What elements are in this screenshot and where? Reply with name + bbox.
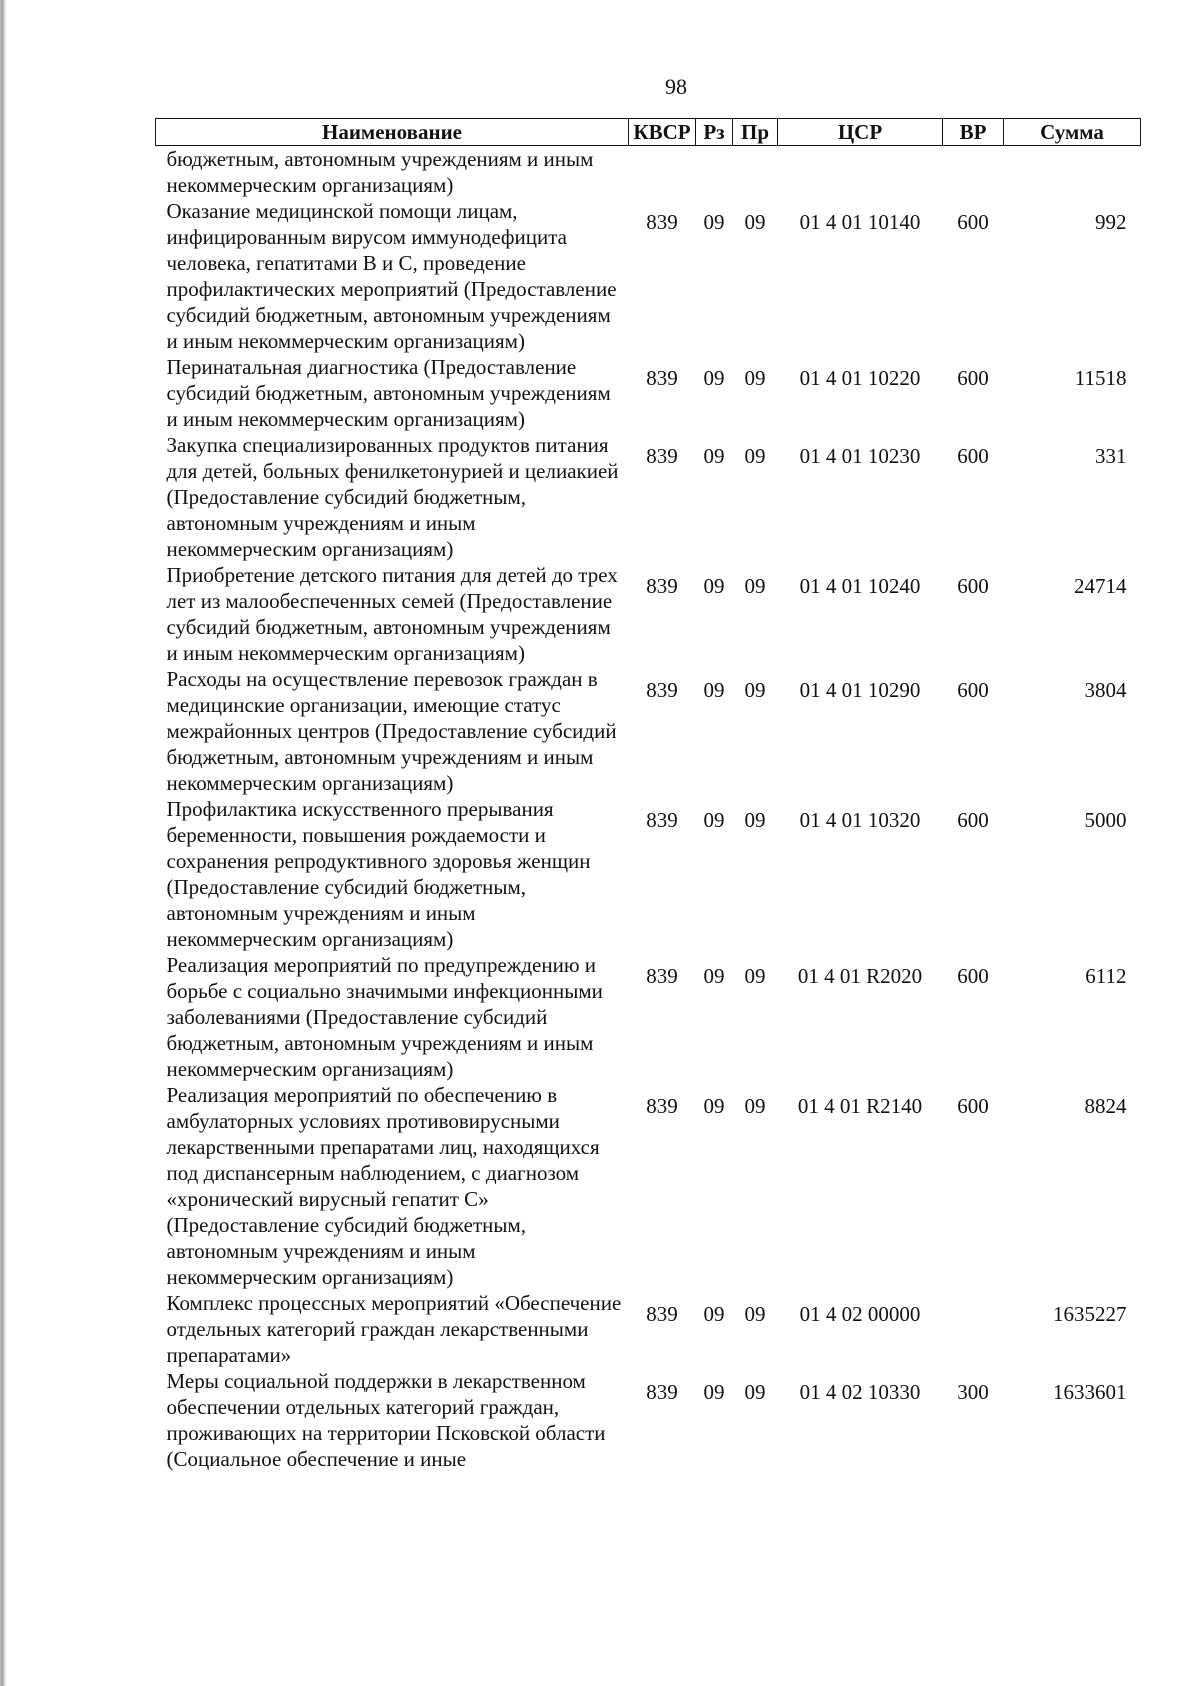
cell-pr: 09 — [744, 210, 766, 234]
header-name: Наименование — [156, 119, 629, 146]
cell-sum: 3804 — [1084, 678, 1127, 702]
cell-rz: 09 — [703, 210, 725, 234]
cell-csr: 01 4 01 10320 — [799, 808, 921, 832]
cell-vr: 600 — [957, 210, 989, 234]
cell-pr: 09 — [744, 808, 766, 832]
cell-pr: 09 — [744, 574, 766, 598]
cell-pr: 09 — [744, 1302, 766, 1326]
cell-csr: 01 4 01 10290 — [799, 678, 921, 702]
cell-kvsr: 839 — [646, 964, 678, 988]
cell-csr: 01 4 02 00000 — [799, 1302, 921, 1326]
cell-sum: 24714 — [1074, 574, 1127, 598]
cell-csr: 01 4 01 10220 — [799, 366, 921, 390]
header-csr: ЦСР — [778, 119, 943, 146]
cell-rz: 09 — [703, 1302, 725, 1326]
cell-sum: 992 — [1095, 210, 1127, 234]
cell-pr: 09 — [744, 678, 766, 702]
cell-sum — [1004, 146, 1141, 199]
cell-name: Комплекс процессных мероприятий «Обеспечение отдельных категорий граждан лекарственными препаратами» — [166, 1291, 622, 1367]
cell-kvsr: 839 — [646, 444, 678, 468]
cell-csr: 01 4 01 R2140 — [797, 1094, 923, 1118]
scan-left-edge — [0, 0, 7, 1686]
cell-sum: 1633601 — [1053, 1380, 1127, 1404]
cell-vr — [943, 1290, 1004, 1368]
cell-name: Профилактика искусственного прерывания беременности, повышения рождаемости и сохранения репродуктивного здоровья женщин (Предоставление субсидий бюджетным, автономным учреждениям и иным некоммерческим организациям) — [166, 797, 591, 951]
cell-csr: 01 4 01 10140 — [799, 210, 921, 234]
cell-rz: 09 — [703, 964, 725, 988]
cell-vr: 600 — [957, 678, 989, 702]
header-rz: Рз — [696, 119, 733, 146]
budget-table — [155, 118, 1141, 1472]
cell-vr: 600 — [957, 808, 989, 832]
header-kvsr: КВСР — [629, 119, 696, 146]
cell-sum: 1635227 — [1053, 1302, 1127, 1326]
cell-name: Перинатальная диагностика (Предоставление субсидий бюджетным, автономным учреждениям и иным некоммерческим организациям) — [166, 355, 611, 431]
page-number: 98 — [665, 74, 687, 99]
cell-name: Реализация мероприятий по предупреждению и борьбе с социально значимыми инфекционными заболеваниями (Предоставление субсидий бюджетным, автономным учреждениям и иным некоммерческим организациям) — [166, 953, 603, 1081]
cell-name: Расходы на осуществление перевозок граждан в медицинские организации, имеющие статус межрайонных центров (Предоставление субсидий бюджетным, автономным учреждениям и иным некоммерческим организациям) — [166, 667, 617, 795]
cell-rz: 09 — [703, 574, 725, 598]
table-row — [156, 198, 1141, 354]
cell-csr: 01 4 01 10240 — [799, 574, 921, 598]
cell-sum: 5000 — [1084, 808, 1127, 832]
table-row — [156, 432, 1141, 562]
cell-kvsr: 839 — [646, 1380, 678, 1404]
cell-vr — [943, 146, 1004, 199]
cell-kvsr: 839 — [646, 678, 678, 702]
table-row — [156, 796, 1141, 952]
cell-vr: 600 — [957, 1094, 989, 1118]
header-sum: Сумма — [1004, 119, 1141, 146]
cell-rz: 09 — [703, 1380, 725, 1404]
table-header-row — [156, 119, 1141, 146]
cell-rz: 09 — [703, 808, 725, 832]
table-row — [156, 666, 1141, 796]
cell-name: бюджетным, автономным учреждениям и иным некоммерческим организациям) — [166, 147, 594, 197]
cell-pr — [733, 146, 778, 199]
cell-rz: 09 — [703, 678, 725, 702]
cell-sum: 11518 — [1074, 366, 1127, 390]
cell-vr: 600 — [957, 444, 989, 468]
cell-csr: 01 4 01 10230 — [799, 444, 921, 468]
cell-csr: 01 4 01 R2020 — [797, 964, 923, 988]
cell-name: Реализация мероприятий по обеспечению в амбулаторных условиях противовирусными лекарственными препаратами лиц, находящихся под диспансерным наблюдением, с диагнозом «хронический вирусный гепатит С» (Предоставление субсидий бюджетным, автономным учреждениям и иным некоммерческим организациям) — [166, 1083, 600, 1289]
cell-rz: 09 — [703, 444, 725, 468]
table-row — [156, 562, 1141, 666]
cell-name: Закупка специализированных продуктов питания для детей, больных фенилкетонурией и целиакией (Предоставление субсидий бюджетным, автономным учреждениям и иным некоммерческим организациям) — [166, 433, 619, 561]
table-row — [156, 952, 1141, 1082]
table-row — [156, 1368, 1141, 1472]
cell-vr: 600 — [957, 964, 989, 988]
header-pr: Пр — [733, 119, 778, 146]
table-row — [156, 354, 1141, 432]
cell-name: Меры социальной поддержки в лекарственном обеспечении отдельных категорий граждан, проживающих на территории Псковской области (Социальное обеспечение и иные — [166, 1369, 606, 1471]
cell-csr: 01 4 02 10330 — [799, 1380, 921, 1404]
cell-sum: 331 — [1095, 444, 1127, 468]
cell-pr: 09 — [744, 964, 766, 988]
cell-pr: 09 — [744, 366, 766, 390]
cell-name: Приобретение детского питания для детей до трех лет из малообеспеченных семей (Предоставление субсидий бюджетным, автономным учреждениям и иным некоммерческим организациям) — [166, 563, 618, 665]
cell-kvsr: 839 — [646, 808, 678, 832]
cell-kvsr: 839 — [646, 1094, 678, 1118]
cell-sum: 6112 — [1085, 964, 1127, 988]
cell-rz: 09 — [703, 366, 725, 390]
cell-kvsr: 839 — [646, 210, 678, 234]
cell-kvsr — [629, 146, 696, 199]
cell-csr — [778, 146, 943, 199]
cell-kvsr: 839 — [646, 574, 678, 598]
cell-pr: 09 — [744, 444, 766, 468]
cell-rz — [696, 146, 733, 199]
cell-pr: 09 — [744, 1094, 766, 1118]
cell-sum: 8824 — [1084, 1094, 1127, 1118]
cell-rz: 09 — [703, 1094, 725, 1118]
table-row — [156, 1082, 1141, 1290]
cell-vr: 600 — [957, 574, 989, 598]
table-row — [156, 146, 1141, 199]
cell-pr: 09 — [744, 1380, 766, 1404]
cell-vr: 300 — [957, 1380, 989, 1404]
cell-kvsr: 839 — [646, 1302, 678, 1326]
cell-vr: 600 — [957, 366, 989, 390]
cell-kvsr: 839 — [646, 366, 678, 390]
cell-name: Оказание медицинской помощи лицам, инфицированным вирусом иммунодефицита человека, гепатитами В и С, проведение профилактических мероприятий (Предоставление субсидий бюджетным, автономным учреждениям и иным некоммерческим организациям) — [166, 199, 617, 353]
header-vr: ВР — [943, 119, 1004, 146]
table-row — [156, 1290, 1141, 1368]
